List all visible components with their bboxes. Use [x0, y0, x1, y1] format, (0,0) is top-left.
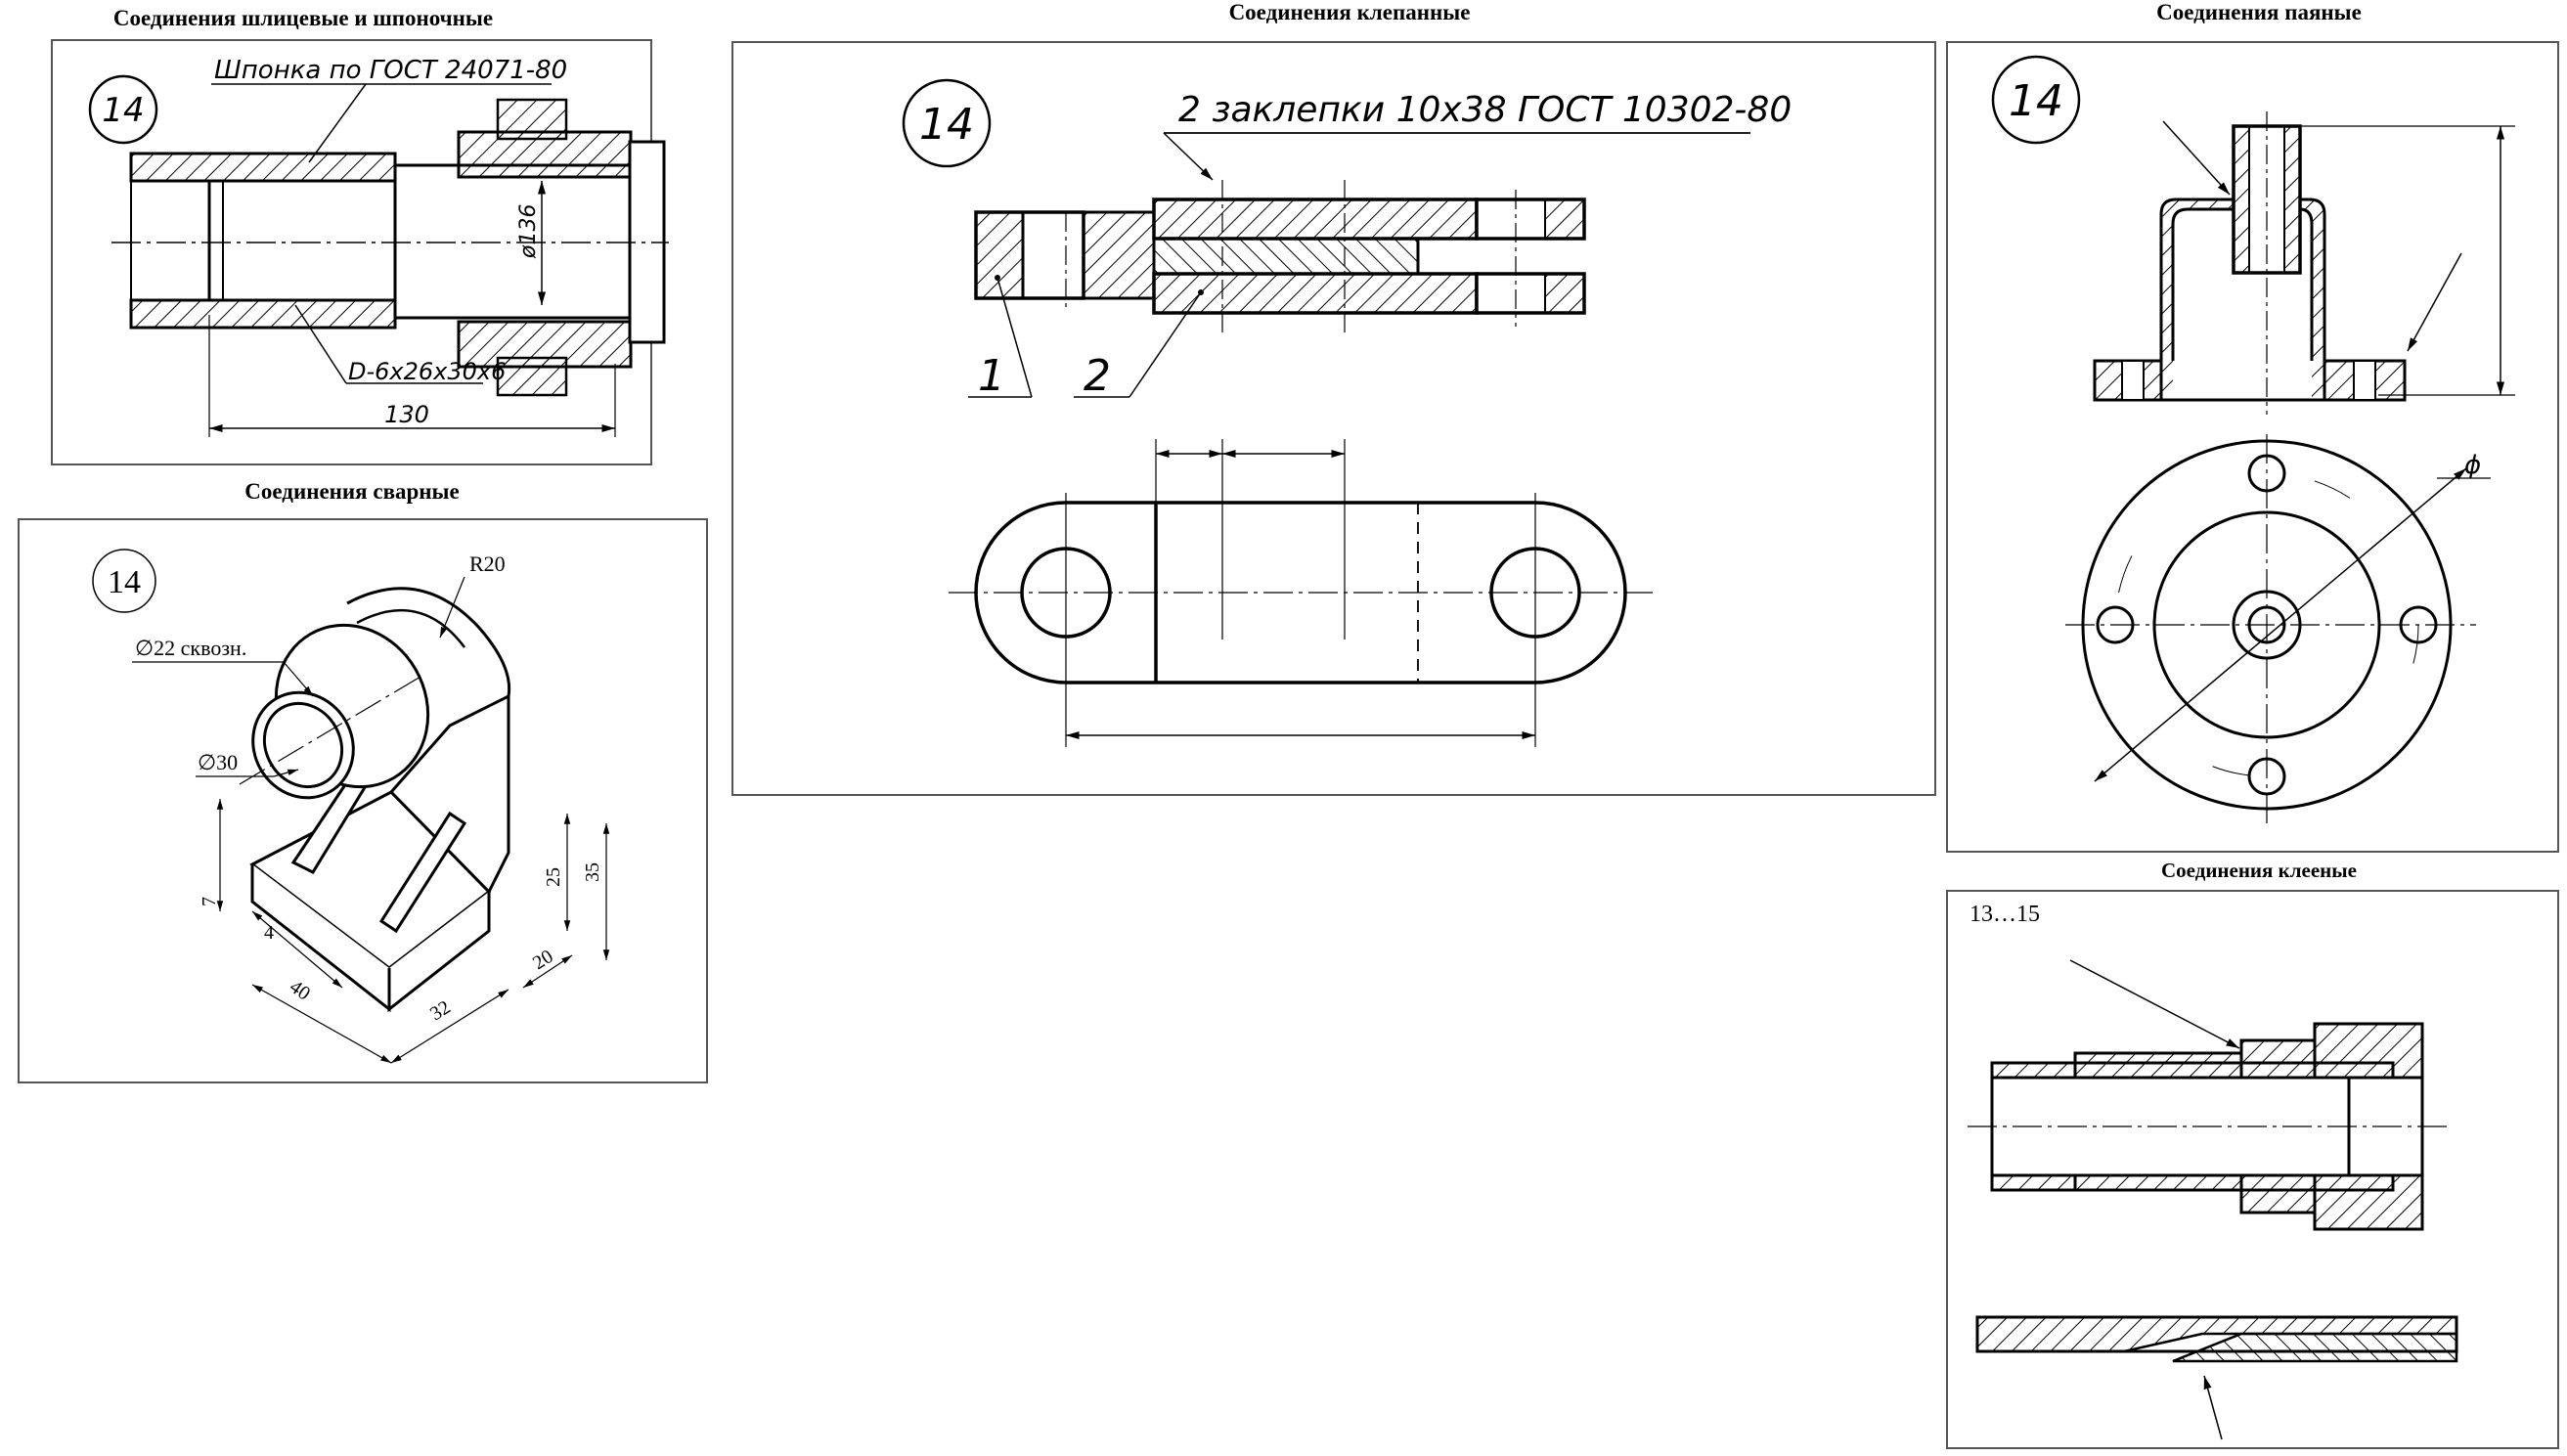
part-2: 2	[1084, 351, 1111, 401]
soldered-panel-title: Соединения паяные	[2156, 0, 2362, 24]
key-label: Шпонка по ГОСТ 24071-80	[214, 56, 568, 85]
spline-variant: 14	[102, 91, 145, 130]
glued-drawing	[1948, 892, 2561, 1451]
riveted-variant: 14	[919, 100, 974, 150]
glued-panel-title: Соединения клееные	[2160, 859, 2357, 882]
welded-dim-40: 40	[286, 976, 315, 1005]
welded-panel	[18, 518, 708, 1083]
soldered-diameter: ϕ	[2464, 451, 2482, 480]
welded-dim-4: 4	[264, 922, 274, 944]
welded-variant: 14	[108, 564, 141, 600]
spline-label: D-6x26x30x6	[348, 358, 507, 385]
welded-dim-25: 25	[543, 867, 564, 887]
welded-dim-7: 7	[199, 897, 220, 906]
welded-dim-20: 20	[528, 945, 557, 975]
spline-panel-title: Соединения шлицевые и шпоночные	[112, 6, 494, 30]
welded-drawing	[20, 520, 710, 1085]
soldered-variant: 14	[2009, 76, 2063, 126]
riveted-panel-title: Соединения клепанные	[1228, 0, 1471, 24]
welded-panel-title: Соединения сварные	[244, 479, 460, 504]
soldered-panel	[1946, 41, 2559, 853]
spline-length: 130	[384, 401, 429, 428]
spline-diameter: ø136	[516, 203, 541, 258]
rivet-label: 2 заклепки 10х38 ГОСТ 10302-80	[1178, 90, 1792, 130]
spline-panel	[51, 39, 652, 465]
welded-outer: ∅30	[198, 750, 239, 774]
spline-drawing	[53, 41, 654, 467]
glued-panel	[1946, 890, 2559, 1449]
part-1: 1	[978, 351, 1005, 401]
welded-dim-32: 32	[425, 995, 455, 1026]
glued-variant: 13…15	[1970, 902, 2040, 927]
welded-radius: R20	[469, 552, 506, 576]
soldered-drawing	[1948, 43, 2561, 855]
riveted-drawing	[733, 43, 1938, 798]
welded-hole: ∅22 сквозн.	[135, 636, 247, 660]
riveted-panel	[731, 41, 1936, 796]
welded-dim-35: 35	[582, 862, 603, 882]
